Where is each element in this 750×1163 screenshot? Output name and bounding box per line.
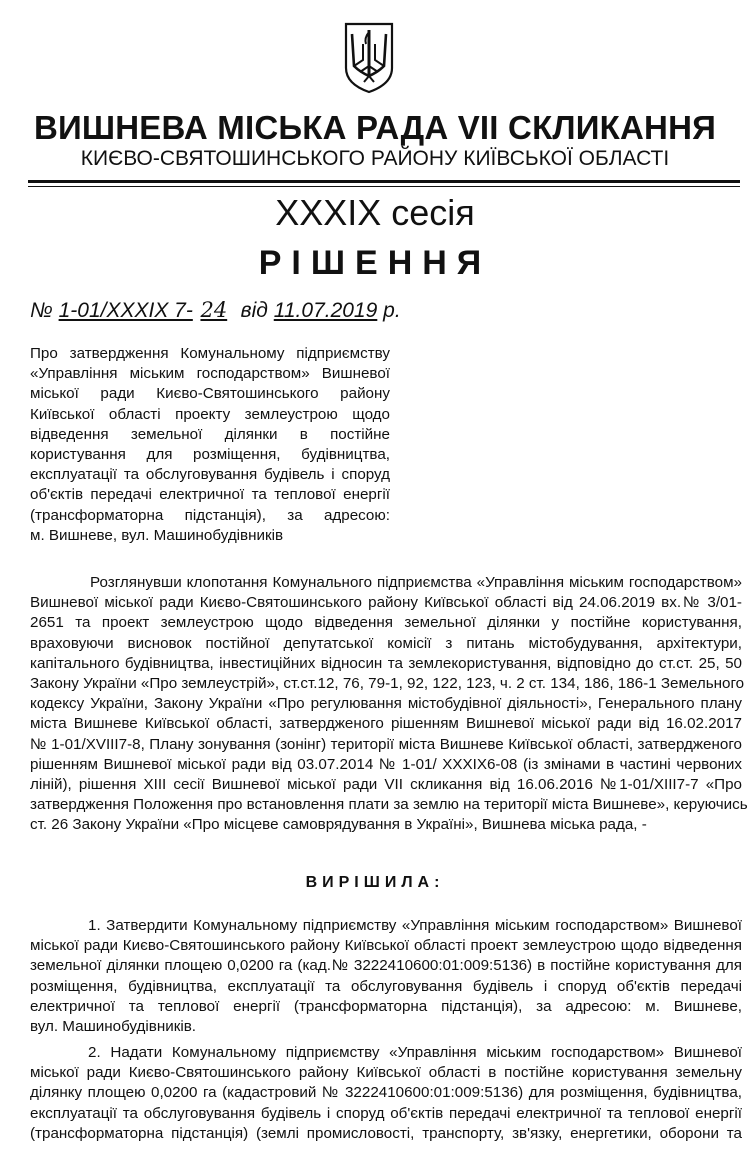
preamble-paragraph: [30, 573, 748, 835]
header-rule-thick: [28, 180, 740, 183]
item-line: земельної ділянки площею 0,0200 га (кад.№ 3222410600:01:009:5136) в постійне користування для: [30, 957, 742, 975]
preamble-line: ст. 26 Закону України «Про місцеве самоврядування в Україні», Вишнева міська рада, -: [30, 816, 647, 834]
decision-item-2: [30, 1043, 742, 1144]
preamble-line: рішенням Вишневої міської ради від 03.07.2014 № 1-01/ XXXIX6-08 (із змінами в частині червоних: [30, 755, 742, 773]
subject-line: об'єктів передачі електричної та теплової енергії: [30, 486, 390, 504]
preamble-line: Розглянувши клопотання Комунального підприємства «Управління міським господарством»: [90, 574, 742, 591]
preamble-line: № 1-01/XVIII7-8, Плану зонування (зонінг) території міста Вишневе Київської області, затвердженого: [30, 735, 742, 753]
item-line: ділянку площею 0,0200 га (кадастровий № 3222410600:01:009:5136) для розміщення, будівництва,: [30, 1084, 742, 1102]
subject-line: м. Вишневе, вул. Машинобудівників: [30, 526, 284, 544]
preamble-line: затвердження Положення про встановлення плати за землю на території міста Вишневе», керуючись: [30, 796, 748, 814]
decided-heading: ВИРІШИЛА:: [305, 874, 445, 891]
session-title: XXXIX сесія: [275, 192, 475, 233]
header-rule-thin: [28, 186, 740, 187]
preamble-line: міста Вишневе Київської області, затвердженого рішенням Вишневої міської ради від 16.02.2017: [30, 715, 742, 733]
preamble-line: Закону України «Про землеустрій», ст.ст.12, 76, 79-1, 92, 122, 123, ч. 2 ст. 134, 186, 186-1 Земельного: [30, 674, 745, 692]
subject-line: «Управління міським господарством» Вишневої: [30, 365, 390, 383]
subject-line: міської ради Києво-Святошинського району: [30, 385, 390, 403]
item-line: розміщення, будівництва, експлуатації та обслуговування будівель і споруд об'єктів передачі: [30, 977, 742, 995]
item-line: міської ради Києво-Святошинського району Київської області в постійне користування земельну: [30, 1064, 742, 1082]
decision-number: 1-01/XXXIX 7-: [58, 299, 193, 322]
decision-number-line: [30, 296, 401, 325]
subject-line: відведення земельної ділянки в постійне: [30, 425, 390, 443]
preamble-line: капітального будівництва, інвестиційних відносин та землекористування, відповідно до ст.ст. 25, 50: [30, 654, 742, 672]
preamble-line: кодексу України, Закону України «Про регулювання містобудівної діяльності», Генерального плану: [30, 695, 742, 713]
subject-line: (трансформаторна підстанція), за адресою:: [30, 506, 390, 524]
decision-subject: [30, 344, 390, 546]
preamble-line: ліній), рішення XIII сесії Вишневої міської ради VII скликання від 16.06.2016 №1-01/XIII7-7 «Про: [30, 775, 742, 793]
item-line: (трансформаторна підстанція) (землі промисловості, транспорту, зв'язку, енергетики, оборони та: [30, 1124, 742, 1142]
item-line: 2. Надати Комунальному підприємству «Управління міським господарством» Вишневої: [88, 1044, 742, 1061]
subject-line: Про затвердження Комунальному підприємству: [30, 345, 390, 362]
item-line: міської ради Києво-Святошинського району Київської області проект землеустрою щодо відведення: [30, 937, 742, 955]
item-line: 1. Затвердити Комунальному підприємству «Управління міським господарством» Вишневої: [88, 917, 742, 934]
trident-emblem-icon: [342, 22, 396, 94]
item-line: електричної та теплової енергії (трансформаторна підстанція), за адресою: м. Вишневе,: [30, 997, 742, 1015]
subject-line: користування для розміщення, будівництва,: [30, 445, 390, 463]
preamble-line: 2651 та проект землеустрою щодо відведення земельної ділянки у постійне користування,: [30, 614, 742, 632]
subject-line: Київської області проекту землеустрою щодо: [30, 405, 390, 423]
decision-heading: РІШЕННЯ: [258, 244, 492, 282]
item-line: вул. Машинобудівників.: [30, 1017, 197, 1035]
council-title: ВИШНЕВА МІСЬКА РАДА VII СКЛИКАННЯ: [33, 109, 717, 146]
preamble-line: Вишневої міської ради Києво-Святошинського району Київської області від 24.06.2019 вх.№ 3/01-: [30, 594, 742, 612]
number-prefix: №: [30, 299, 53, 322]
subject-line: експлуатації та обслуговування будівель і споруд: [30, 466, 390, 484]
date-suffix: р.: [383, 299, 401, 322]
handwritten-number: 24: [200, 298, 228, 322]
item-line: експлуатації та обслуговування будівель і споруд об'єктів передачі електричної та теплової енергії: [30, 1104, 742, 1122]
council-subtitle: КИЄВО-СВЯТОШИНСЬКОГО РАЙОНУ КИЇВСЬКОЇ ОБЛАСТІ: [80, 147, 670, 170]
decision-item-1: [30, 916, 742, 1037]
from-label: від: [240, 299, 268, 322]
preamble-line: враховуючи висновок постійної депутатської комісії з питань містобудування, архітектури,: [30, 634, 742, 652]
decision-date: 11.07.2019: [273, 299, 378, 322]
